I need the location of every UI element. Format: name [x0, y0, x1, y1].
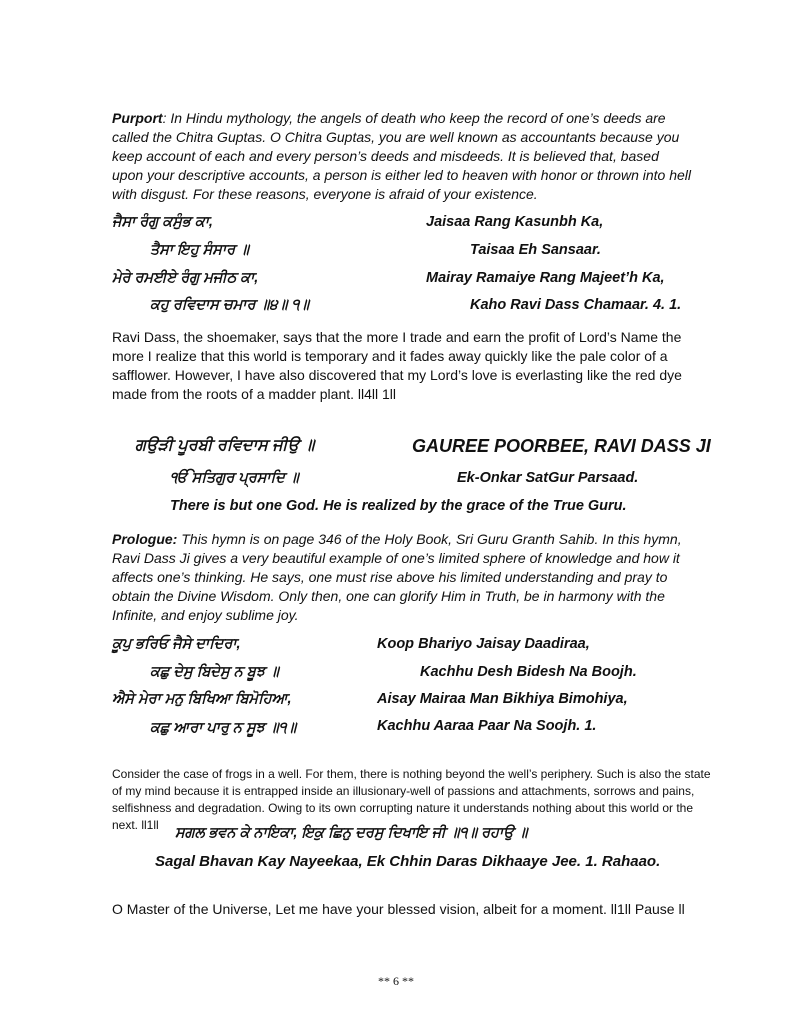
verse1-gurmukhi-line-3: ਮੇਰੇ ਰਮਈਏ ਰੰਗੁ ਮਜੀਠ ਕਾ, [112, 270, 259, 286]
one-god-line: There is but one God. He is realized by the grace of the True Guru. [170, 498, 627, 514]
verse1-translit-line-3: Mairay Ramaiye Rang Majeet’h Ka, [426, 270, 665, 286]
explanation-1: Ravi Dass, the shoemaker, says that the more I trade and earn the profit of Lord’s Name the more I realize that this world is temporary and it fades away quickly like the pale color of a safflower. However, I have also discovered that my Lord’s love is everlasting like the red dye made from the roots of a madder plant. ll4ll 1ll [112, 329, 682, 402]
prologue-label: Prologue: [112, 531, 178, 547]
hymn-heading-gurmukhi: ਗਉੜੀ ਪੂਰਬੀ ਰਵਿਦਾਸ ਜੀਉ ॥ [135, 437, 315, 454]
explanation-2: Consider the case of frogs in a well. For them, there is nothing beyond the well’s periphery. Such is also the state of my mind because it is entrapped inside an illusionary-well of passions and attachments, sorrows and pains, selfishness and degradation. Owing to its own corrupting nature it understands nothing about this world or the next. ll1ll [112, 767, 711, 832]
prologue-paragraph [112, 530, 687, 625]
verse2-translit-line-3: Aisay Mairaa Man Bikhiya Bimohiya, [377, 691, 628, 707]
rahao-gurmukhi: ਸਗਲ ਭਵਨ ਕੇ ਨਾਇਕਾ, ਇਕੁ ਛਿਨੁ ਦਰਸੁ ਦਿਖਾਇ ਜੀ ॥੧॥ ਰਹਾਉ ॥ [175, 825, 528, 841]
verse2-gurmukhi-line-3: ਐਸੇ ਮੇਰਾ ਮਨੁ ਬਿਖਿਆ ਬਿਮੋਹਿਆ, [112, 691, 292, 707]
verse2-gurmukhi-line-2: ਕਛੁ ਦੇਸੁ ਬਿਦੇਸੁ ਨ ਬੂਝ ॥ [150, 664, 279, 680]
hymn-heading-english: GAUREE POORBEE, RAVI DASS JI [412, 436, 711, 456]
verse1-translit-line-2: Taisaa Eh Sansaar. [470, 242, 601, 258]
prologue-text: This hymn is on page 346 of the Holy Book, Sri Guru Granth Sahib. In this hymn, Ravi Dass Ji gives a very beautiful example of one’s limited sphere of knowledge and how it affects one’s thinking. He says, one must rise above his limited understanding and pray to obtain the Divine Wisdom. Only then, one can glorify Him in Truth, be in harmony with the Infinite, and enjoy sublime joy. [112, 531, 682, 623]
purport-paragraph [112, 109, 692, 204]
verse1-gurmukhi-line-4: ਕਹੁ ਰਵਿਦਾਸ ਚਮਾਰ ॥੪॥ ੧॥ [150, 297, 310, 313]
verse1-translit-line-1: Jaisaa Rang Kasunbh Ka, [426, 214, 604, 230]
verse2-translit-line-1: Koop Bhariyo Jaisay Daadiraa, [377, 636, 590, 652]
verse2-gurmukhi-line-4: ਕਛੁ ਆਰਾ ਪਾਰੁ ਨ ਸੂਝ ॥੧॥ [150, 720, 297, 736]
closing-line: O Master of the Universe, Let me have your blessed vision, albeit for a moment. ll1ll Pause ll [112, 901, 685, 917]
rahao-translit: Sagal Bhavan Kay Nayeekaa, Ek Chhin Daras Dikhaaye Jee. 1. Rahaao. [155, 853, 661, 870]
purport-label: Purport [112, 110, 163, 126]
verse1-gurmukhi-line-2: ਤੈਸਾ ਇਹੁ ਸੰਸਾਰ ॥ [150, 242, 249, 258]
verse2-translit-line-2: Kachhu Desh Bidesh Na Boojh. [420, 664, 637, 680]
mool-mantar-gurmukhi: ੴ ਸਤਿਗੁਰ ਪ੍ਰਸਾਦਿ ॥ [170, 470, 299, 486]
purport-text: : In Hindu mythology, the angels of death who keep the record of one’s deeds are called the Chitra Guptas. O Chitra Guptas, you are well known as accountants because you keep account of each and every person’s deeds and misdeeds. It is believed that, based upon your descriptive accounts, a person is either led to heaven with honor or thrown into hell with disgust. For these reasons, everyone is afraid of your existence. [112, 110, 692, 202]
verse1-gurmukhi-line-1: ਜੈਸਾ ਰੰਗੁ ਕਸੁੰਭ ਕਾ, [112, 214, 213, 230]
verse2-translit-line-4: Kachhu Aaraa Paar Na Soojh. 1. [377, 718, 597, 734]
verse2-gurmukhi-line-1: ਕੂਪੁ ਭਰਿਓ ਜੈਸੇ ਦਾਦਿਰਾ, [112, 636, 241, 652]
mool-mantar-translit: Ek-Onkar SatGur Parsaad. [457, 470, 639, 486]
verse1-translit-line-4: Kaho Ravi Dass Chamaar. 4. 1. [470, 297, 682, 313]
page-number: ** 6 ** [378, 974, 414, 988]
